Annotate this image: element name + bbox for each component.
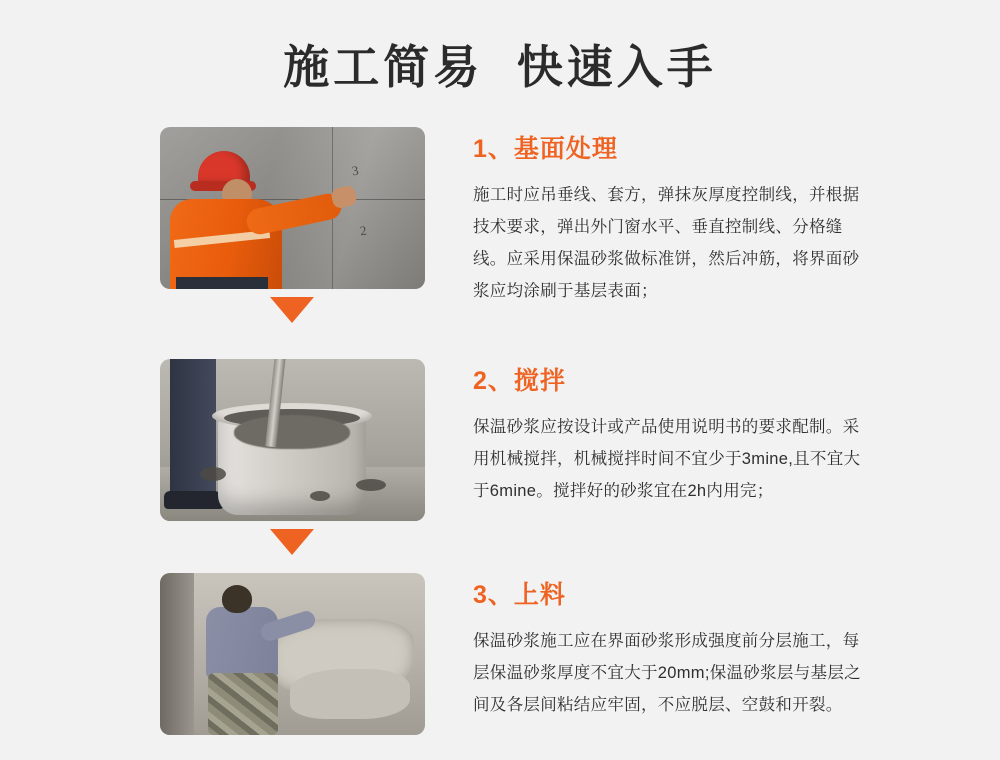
wall-scribble: 2 xyxy=(358,222,368,238)
step-3-image-wrap xyxy=(160,573,425,735)
step-item xyxy=(160,127,940,307)
wall-edge-shadow xyxy=(160,573,194,735)
worker-shirt xyxy=(206,607,278,677)
applying-mortar-wall-photo xyxy=(160,573,425,735)
step-title: 2、搅拌 xyxy=(473,366,566,395)
worker-shoe xyxy=(164,491,224,509)
mortar-splatter xyxy=(310,491,330,501)
mortar-splatter xyxy=(356,479,386,491)
page-title: 施工简易 快速入手 xyxy=(283,41,717,93)
step-body: 保温砂浆应按设计或产品使用说明书的要求配制。采用机械搅拌，机械搅拌时间不宜少于3mine,且不宜大于6mine。搅拌好的砂浆宜在2h内用完； xyxy=(473,417,861,500)
down-arrow-icon xyxy=(270,297,314,323)
worker-marking-wall-photo xyxy=(160,127,425,289)
mortar-patch xyxy=(290,669,410,719)
step-item xyxy=(160,573,940,735)
step-item xyxy=(160,359,940,521)
step-1-image-wrap xyxy=(160,127,425,289)
step-3-text xyxy=(425,573,940,721)
step-1-text xyxy=(425,127,940,307)
mixing-mortar-bucket-photo xyxy=(160,359,425,521)
steps-list xyxy=(0,127,1000,735)
step-2-image-wrap xyxy=(160,359,425,521)
wall-scribble: 3 xyxy=(350,162,360,178)
worker-hand xyxy=(330,184,358,209)
camouflage-pants xyxy=(208,673,278,735)
mortar-mass xyxy=(234,415,350,449)
step-title: 3、上料 xyxy=(473,580,566,609)
step-title: 1、基面处理 xyxy=(473,134,618,163)
mortar-splatter xyxy=(200,467,226,481)
step-2-text xyxy=(425,359,940,507)
worker-pants xyxy=(176,277,268,289)
step-body: 施工时应吊垂线、套方，弹抹灰厚度控制线，并根据技术要求，弹出外门窗水平、垂直控制线、分格缝线。应采用保温砂浆做标准饼，然后冲筋，将界面砂浆应均涂刷于基层表面； xyxy=(473,185,860,300)
step-body: 保温砂浆施工应在界面砂浆形成强度前分层施工，每层保温砂浆厚度不宜大于20mm;保温砂浆层与基层之间及各层间粘结应牢固，不应脱层、空鼓和开裂。 xyxy=(473,631,861,714)
down-arrow-icon xyxy=(270,529,314,555)
worker-head xyxy=(222,585,252,613)
